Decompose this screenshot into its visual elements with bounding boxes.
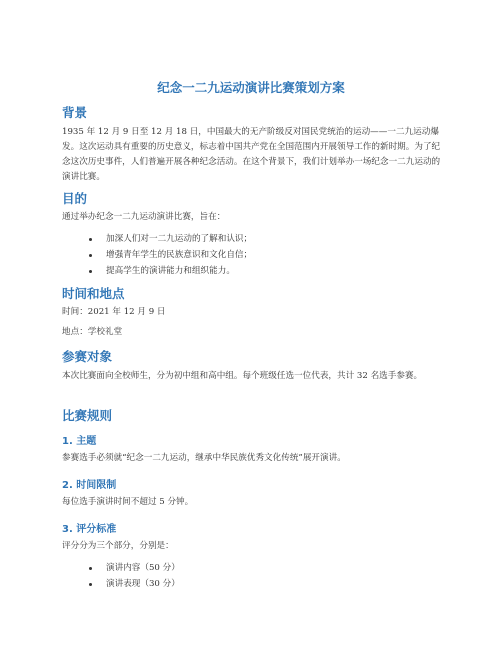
heading-purpose: 目的 [62, 191, 88, 206]
document-title: 纪念一二九运动演讲比赛策划方案 [157, 80, 345, 95]
heading-rules: 比赛规则 [62, 408, 113, 423]
heading-participants: 参赛对象 [62, 349, 113, 364]
purpose-item-1: 加深人们对一二九运动的了解和认识； [106, 234, 253, 244]
bullet-icon [89, 583, 92, 586]
heading-time-place: 时间和地点 [62, 286, 125, 301]
bullet-icon [89, 238, 92, 241]
subheading-time-limit: 2. 时间限制 [62, 480, 117, 491]
time-limit-paragraph: 每位选手演讲时间不超过 5 分钟。 [62, 497, 194, 507]
bullet-icon [89, 254, 92, 257]
scoring-item-1: 演讲内容（50 分） [106, 563, 180, 573]
bullet-icon [89, 270, 92, 273]
event-time: 时间：2021 年 12 月 9 日 [62, 307, 166, 317]
participants-paragraph: 本次比赛面向全校师生，分为初中组和高中组。每个班级任选一位代表，共计 32 名选手参赛。 [62, 371, 423, 381]
purpose-item-3: 提高学生的演讲能力和组织能力。 [106, 266, 235, 276]
event-place: 地点：学校礼堂 [62, 327, 123, 337]
purpose-intro: 通过举办纪念一二九运动演讲比赛，旨在： [62, 212, 226, 222]
bullet-icon [89, 567, 92, 570]
heading-background: 背景 [62, 105, 88, 120]
background-paragraph: 1935 年 12 月 9 日至 12 月 18 日，中国最大的无产阶级反对国民党统治的运动——一二九运动爆发。这次运动具有重要的历史意义，标志着中国共产党在全国范围内开展领导工作的新时期。为了纪念这次历史事件，人们普遍开展各种纪念活动。在这个背景下，我们计划举办一场纪念一二九运动的演讲比赛。 [62, 127, 441, 182]
scoring-intro: 评分分为三个部分，分别是： [62, 541, 174, 551]
purpose-item-2: 增强青年学生的民族意识和文化自信； [106, 250, 253, 260]
subheading-theme: 1. 主题 [62, 436, 97, 447]
theme-paragraph: 参赛选手必须就“纪念一二九运动，继承中华民族优秀文化传统”展开演讲。 [62, 453, 346, 463]
scoring-item-2: 演讲表现（30 分） [106, 579, 180, 589]
subheading-scoring: 3. 评分标准 [62, 524, 117, 535]
